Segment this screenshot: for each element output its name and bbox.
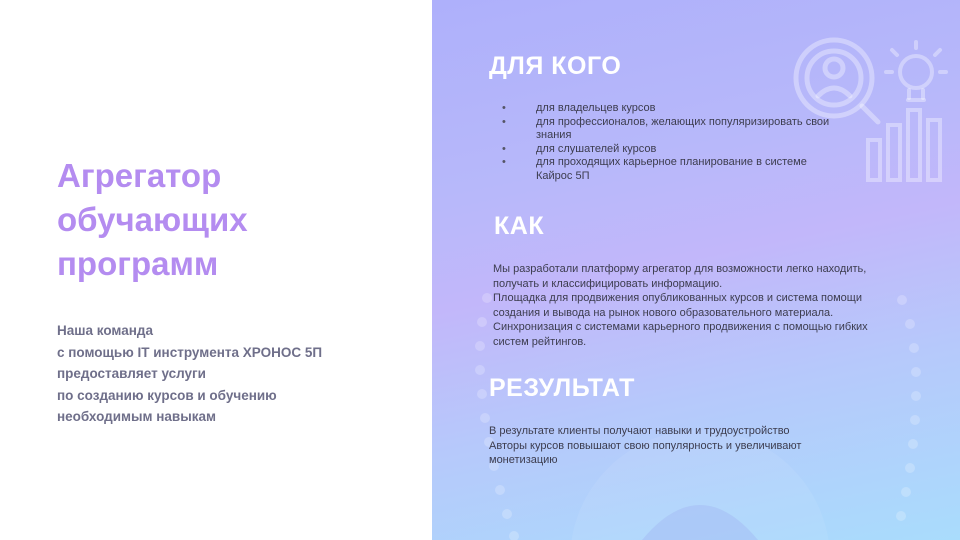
title-line: Агрегатор	[57, 157, 222, 194]
team-description	[57, 320, 427, 428]
list-item: • для проходящих карьерное планирование в системе Кайрос 5П	[502, 156, 832, 183]
text-line: создания и вывода на рынок нового образовательного материала.	[493, 306, 834, 319]
description-line: с помощью IT инструмента ХРОНОС 5П	[57, 344, 323, 360]
list-item: • для профессионалов, желающих популяризировать свои знания	[502, 116, 832, 143]
title-line: программ	[57, 245, 219, 282]
page-title	[57, 154, 397, 286]
text-line: Синхронизация с системами карьерного продвижения с помощью гибких	[493, 321, 868, 333]
text-line: В результате клиенты получают навыки и трудоустройство	[489, 425, 790, 437]
text-line: Авторы курсов повышают свою популярность и увеличивают	[489, 439, 802, 452]
title-line: обучающих	[57, 201, 248, 238]
description-line: по созданию курсов и обучению	[57, 387, 277, 403]
description-line: Наша команда	[57, 323, 153, 338]
right-panel	[432, 0, 960, 540]
text-line: систем рейтингов.	[493, 335, 587, 348]
section-heading-who: ДЛЯ КОГО	[489, 52, 622, 80]
section-heading-how: КАК	[494, 212, 545, 240]
description-line: предоставляет услуги	[57, 366, 206, 381]
left-panel	[0, 0, 432, 540]
result-description	[489, 424, 801, 468]
description-line: необходимым навыкам	[57, 409, 217, 424]
text-line: получать и классифицировать информацию.	[493, 277, 723, 290]
text-line: Площадка для продвижения опубликованных курсов и система помощи	[493, 292, 862, 304]
how-description	[493, 262, 868, 349]
list-item: • для владельцев курсов	[502, 102, 832, 116]
section-heading-result: РЕЗУЛЬТАТ	[489, 374, 635, 402]
lightbulb-icon	[886, 42, 946, 100]
text-line: Мы разработали платформу агрегатор для возможности легко находить,	[493, 263, 867, 275]
audience-list	[502, 102, 832, 183]
list-item: • для слушателей курсов	[502, 143, 832, 157]
text-line: монетизацию	[489, 454, 558, 466]
